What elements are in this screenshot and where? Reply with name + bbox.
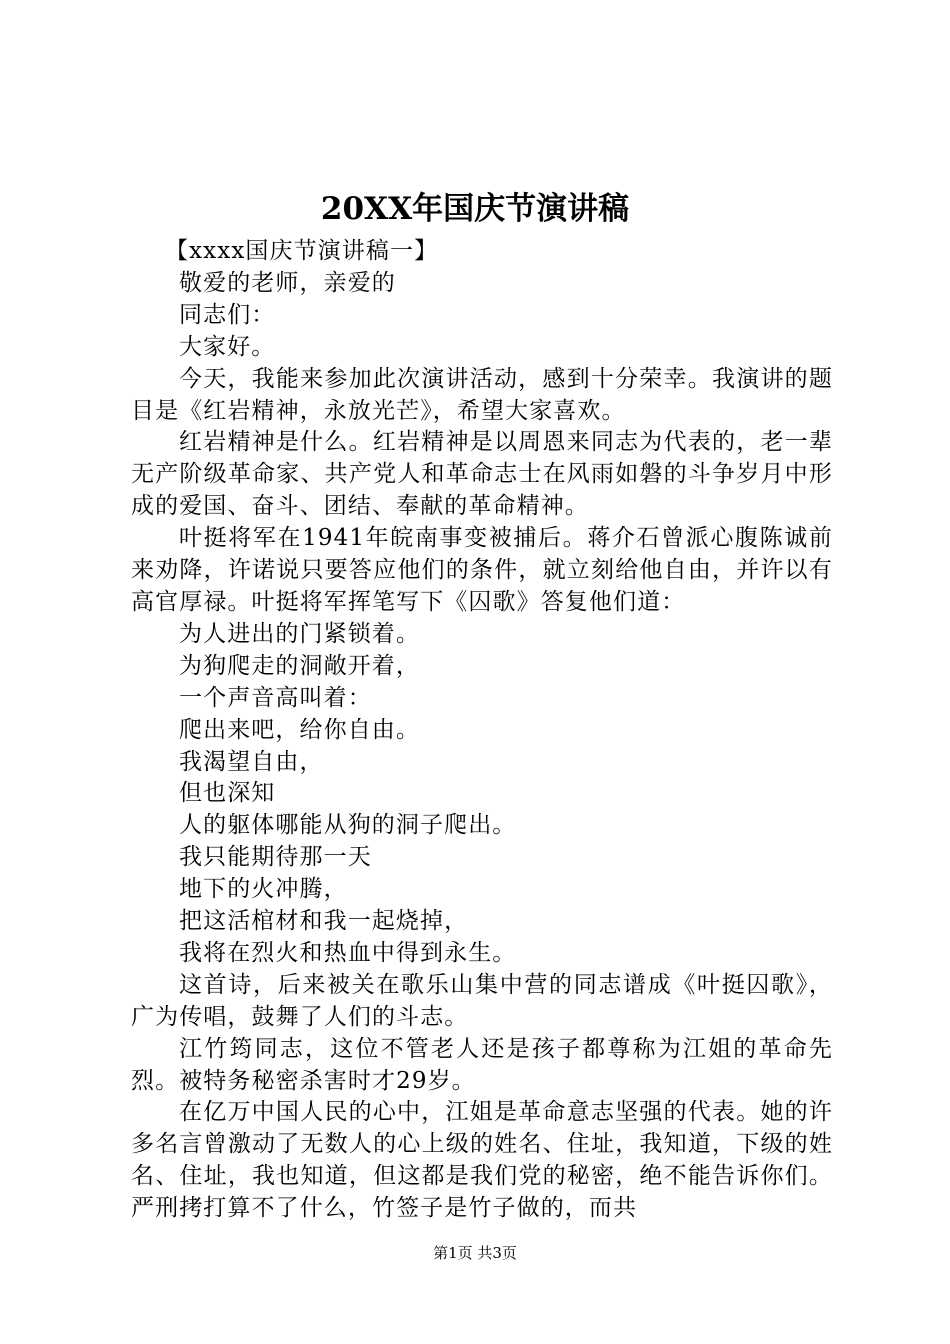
poem-line: 我只能期待那一天 [179,844,372,871]
poem-line: 一个声音高叫着： [179,684,372,711]
poem-line: 为狗爬走的洞敞开着， [179,652,420,679]
paragraph: 这首诗，后来被关在歌乐山集中营的同志谱成《叶挺囚歌》，广为传唱，鼓舞了人们的斗志。 [131,971,833,1030]
paragraph: 在亿万中国人民的心中，江姐是革命意志坚强的代表。她的许多名言曾激动了无数人的心上级的姓名、住址，我知道，下级的姓名、住址，我也知道，但这都是我们党的秘密，绝不能告诉你们。严刑拷打算不了什么，竹签子是竹子做的，而共 [131,1099,833,1222]
paragraph: 江竹筠同志，这位不管老人还是孩子都尊称为江姐的革命先烈。被特务秘密杀害时才29岁。 [131,1035,833,1094]
poem-line: 爬出来吧，给你自由。 [179,716,420,743]
poem-line: 我渴望自由， [179,748,324,775]
poem-line: 我将在烈火和热血中得到永生。 [179,939,517,966]
paragraph: 同志们： [179,301,276,328]
paragraph: 大家好。 [179,333,276,360]
poem-line: 把这活棺材和我一起烧掉， [179,908,469,935]
poem-line: 为人进出的门紧锁着。 [179,620,420,647]
poem-line: 但也深知 [179,780,276,807]
paragraph: 红岩精神是什么。红岩精神是以周恩来同志为代表的，老一辈无产阶级革命家、共产党人和革命志士在风雨如磐的斗争岁月中形成的爱国、奋斗、团结、奉献的革命精神。 [131,429,833,520]
paragraph: 叶挺将军在1941年皖南事变被捕后。蒋介石曾派心腹陈诚前来劝降，许诺说只要答应他们的条件，就立刻给他自由，并许以有高官厚禄。叶挺将军挥笔写下《囚歌》答复他们道： [131,525,833,615]
paragraph: 敬爱的老师，亲爱的 [179,269,396,296]
poem-line: 地下的火冲腾， [179,876,348,903]
page-footer: 第1页 共3页 [433,1244,517,1262]
paragraph: 【xxxx国庆节演讲稿一】 [165,238,439,264]
poem-line: 人的躯体哪能从狗的洞子爬出。 [179,812,517,839]
document-body [131,236,833,1225]
paragraph: 今天，我能来参加此次演讲活动，感到十分荣幸。我演讲的题目是《红岩精神，永放光芒》，希望大家喜欢。 [131,365,833,424]
document-title: 20XX年国庆节演讲稿 [320,191,630,227]
